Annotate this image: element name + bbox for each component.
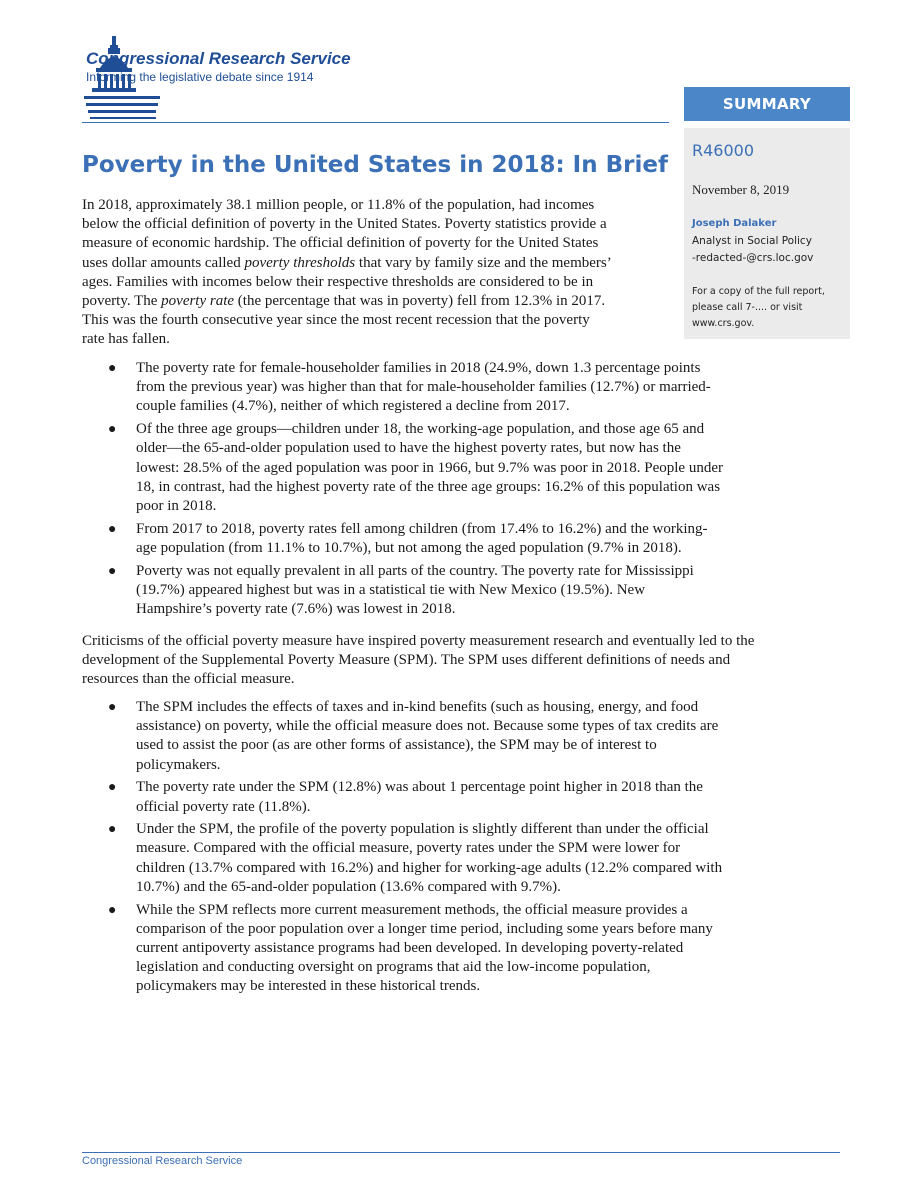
bullet-icon: ●	[108, 822, 117, 838]
bullet-icon: ●	[108, 780, 117, 796]
footer-text: Congressional Research Service	[82, 1155, 243, 1167]
footer-divider	[82, 1152, 840, 1153]
term-poverty-thresholds: poverty thresholds	[244, 254, 356, 271]
list-item: ● From 2017 to 2018, poverty rates fell among children (from 17.4% to 16.2%) and the working- age population (from 11.1% to 10.7%), but not among the aged population (9.7% in 2018).	[108, 520, 708, 556]
intro-line: rate has fallen.	[82, 331, 170, 348]
author-title: Analyst in Social Policy	[692, 235, 812, 247]
mid-line: development of the Supplemental Poverty Measure (SPM). The SPM uses different definitions of needs and	[82, 652, 731, 669]
intro-line: poverty. The poverty rate (the percentage that was in poverty) fell from 12.3% in 2017.	[82, 293, 606, 310]
author-email[interactable]: -redacted-@crs.loc.gov	[692, 252, 814, 264]
list-item: ● The poverty rate for female-householder families in 2018 (24.9%, down 1.3 percentage points from the previous year) was higher than that for male-householder families (12.7%) or married- couple families (4.7%), neither of which registered a decline from 2017.	[108, 360, 711, 415]
intro-paragraph	[82, 196, 672, 350]
org-name: Congressional Research Service	[86, 49, 351, 68]
list-item: ● The SPM includes the effects of taxes and in-kind benefits (such as housing, energy, and food assistance) on poverty, while the official measure does not. Because some types of tax credits are used to assist the poor (as are other forms of assistance), the SPM may be of interest to policymakers.	[108, 699, 719, 773]
mid-line: Criticisms of the official poverty measure have inspired poverty measurement research and eventually led to the	[82, 633, 755, 649]
intro-line: ages. Families with incomes below their respective thresholds are considered to be in	[82, 273, 594, 290]
bullet-icon: ●	[108, 521, 117, 537]
list-item: ● While the SPM reflects more current measurement methods, the official measure provides a comparison of the poor population over a longer time period, including some years before many current antipoverty assistance programs had been developed. In developing poverty-related legislation and conducting oversight on programs that aid the low-income population, policymakers may be interested in these historical trends.	[108, 901, 713, 995]
sidebar-note-line: please call 7-.... or visit	[692, 302, 803, 313]
official-measure-bullets	[82, 359, 812, 623]
bullet-icon: ●	[108, 361, 117, 376]
intro-line: below the official definition of poverty in the United States. Poverty statistics provide a	[82, 216, 607, 233]
intro-line: In 2018, approximately 38.1 million people, or 11.8% of the population, had incomes	[82, 197, 595, 213]
bullet-icon: ●	[108, 563, 117, 579]
header-divider	[82, 122, 669, 123]
bullet-icon: ●	[108, 700, 117, 715]
sidebar-note-line: For a copy of the full report,	[692, 286, 825, 297]
spm-bullets	[82, 698, 812, 1000]
summary-heading: SUMMARY	[684, 87, 850, 121]
term-poverty-rate: poverty rate	[161, 293, 235, 310]
intro-line: This was the fourth consecutive year since the most recent recession that the poverty	[82, 312, 590, 329]
intro-line: uses dollar amounts called poverty thresholds that vary by family size and the members’	[82, 254, 612, 271]
page-title: Poverty in the United States in 2018: In Brief	[82, 152, 668, 178]
bullet-icon: ●	[108, 902, 117, 918]
list-item: ● Under the SPM, the profile of the poverty population is slightly different than under the official measure. Compared with the official measure, poverty rates under the SPM were lower for children (13.7% compared with 16.2%) and higher for working-age adults (12.2% compared with 10.7%) and the 65-and-older population (13.6% compared with 9.7%).	[108, 821, 723, 895]
sidebar-note-link[interactable]: www.crs.gov.	[692, 318, 755, 329]
org-tagline: Informing the legislative debate since 1914	[86, 70, 314, 84]
list-item: ● The poverty rate under the SPM (12.8%) was about 1 percentage point higher in 2018 than the official poverty rate (11.8%).	[108, 779, 703, 815]
list-item: ● Of the three age groups—children under 18, the working-age population, and those age 65 and older—the 65-and-older population used to have the highest poverty rates, but now has the lowest: 28.5% of the aged population was poor in 1966, but 9.7% was poor in 2018. People under 18, in contrast, had the highest poverty rate of the three age groups: 16.2% of this population was poor in 2018.	[108, 421, 723, 514]
report-date: November 8, 2019	[692, 182, 790, 197]
spm-paragraph	[82, 632, 842, 690]
bullet-icon: ●	[108, 422, 117, 438]
mid-line: resources than the official measure.	[82, 671, 295, 688]
list-item: ● Poverty was not equally prevalent in all parts of the country. The poverty rate for Mississippi (19.7%) appeared highest but was in a statistical tie with New Mexico (19.5%). New Hampshire’s poverty rate (7.6%) was lowest in 2018.	[108, 562, 694, 617]
report-number: R46000	[692, 141, 755, 160]
intro-line: measure of economic hardship. The official definition of poverty for the United States	[82, 235, 599, 252]
author-name: Joseph Dalaker	[692, 218, 777, 229]
